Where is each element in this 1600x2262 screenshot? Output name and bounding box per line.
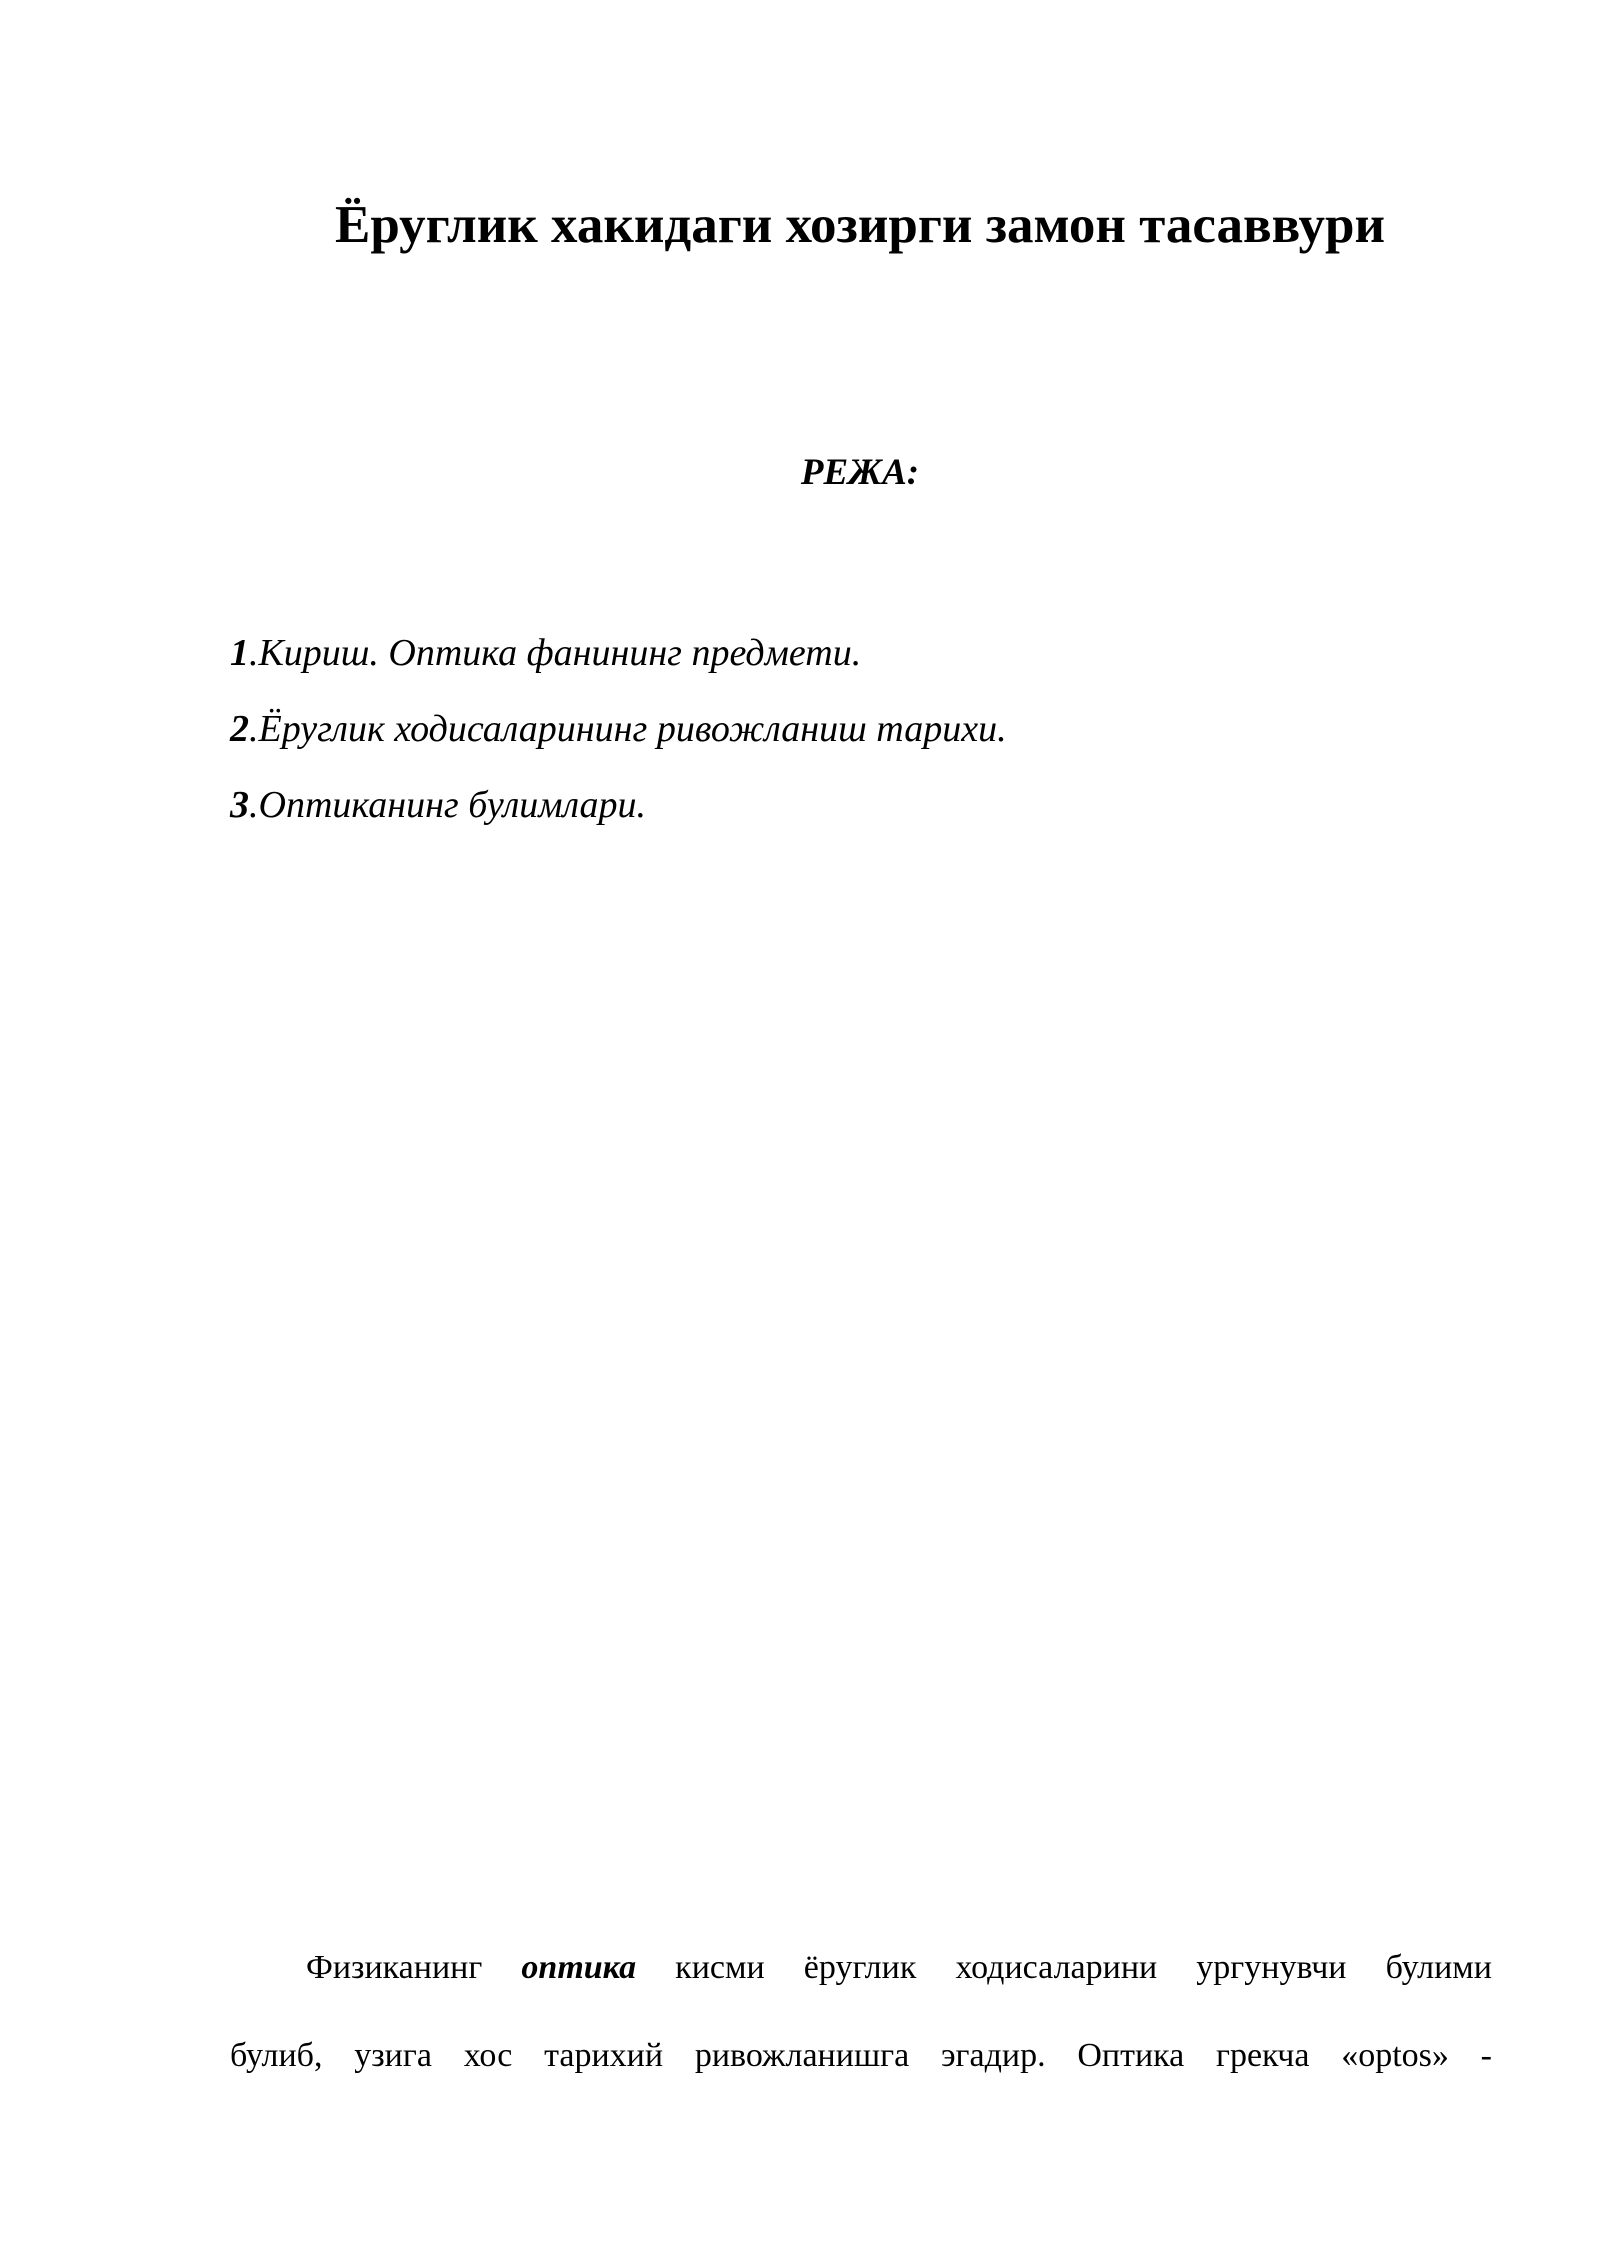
plan-list — [230, 628, 1007, 856]
document-title: Ёруглик хакидаги хозирги замон тасаввури — [334, 196, 1386, 254]
plan-item-text: Оптиканинг булимлари. — [258, 784, 647, 826]
plan-item-number: 2 — [230, 708, 249, 750]
plan-item — [230, 780, 1007, 856]
emphasized-term: оптика — [521, 1949, 637, 1986]
paragraph-line: булиб, узига хос тарихий ривожланишга эгадир. Оптика грекча «optos» - — [230, 2037, 1492, 2074]
plan-item-number: 3 — [230, 784, 249, 826]
plan-item-number: 1 — [230, 632, 249, 674]
plan-heading: РЕЖА: — [800, 452, 920, 493]
plan-item-separator: . — [249, 632, 259, 674]
plan-item-separator: . — [249, 708, 259, 750]
plan-item-separator: . — [249, 784, 259, 826]
plan-item-text: Кириш. Оптика фанининг предмети. — [258, 632, 862, 674]
paragraph-text: Физиканинг — [306, 1949, 522, 1986]
body-paragraph — [230, 1924, 1492, 2100]
paragraph-line — [230, 1924, 1492, 2012]
plan-item — [230, 704, 1007, 780]
plan-item-text: Ёруглик ходисаларининг ривожланиш тарихи. — [258, 708, 1007, 750]
plan-item — [230, 628, 1007, 704]
paragraph-text: кисми ёруглик ходисаларини ургунувчи булими — [636, 1949, 1492, 1986]
